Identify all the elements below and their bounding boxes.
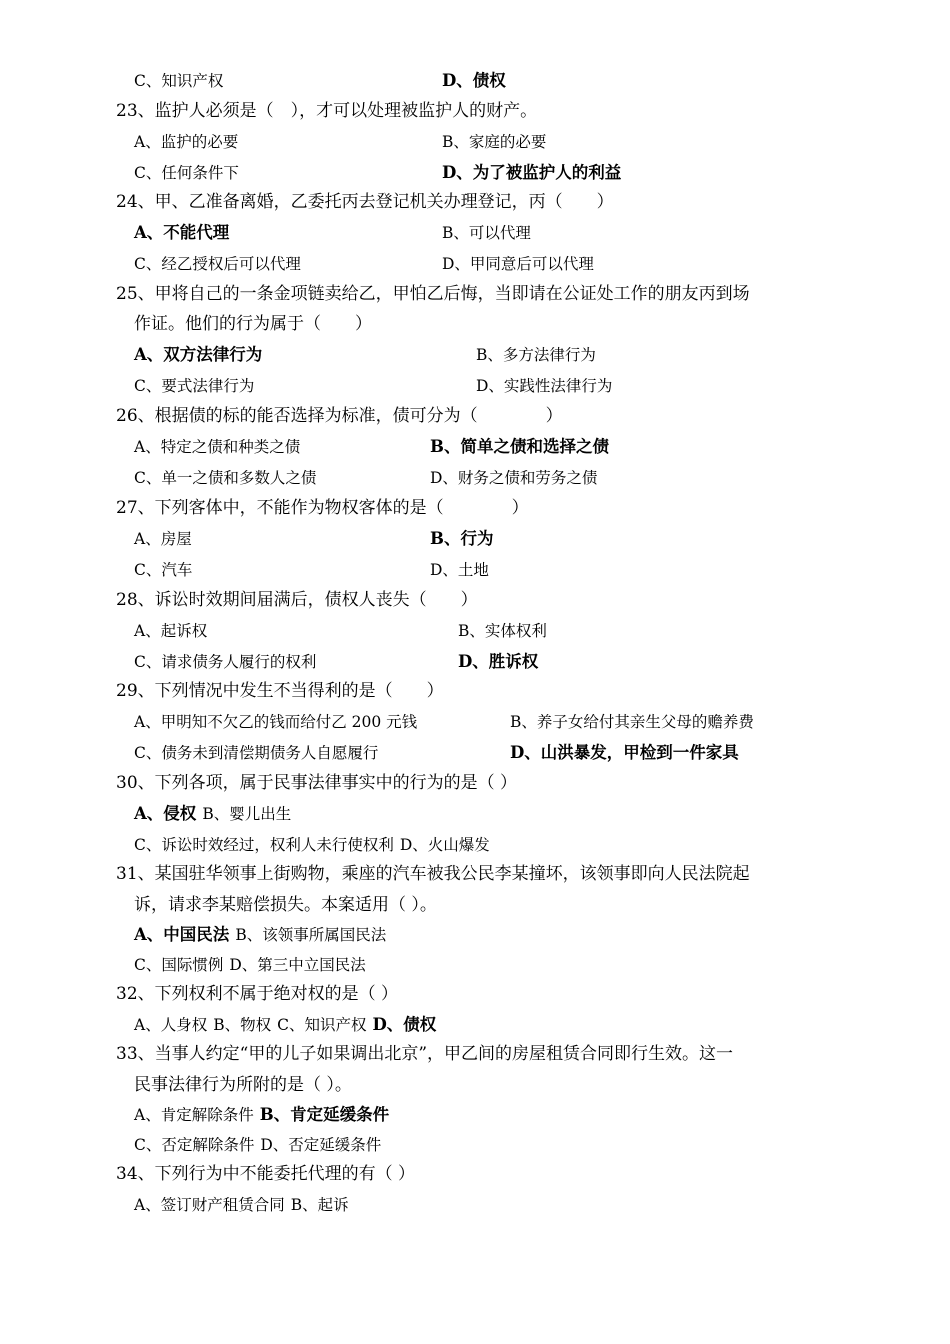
q29-option-b: B、养子女给付其亲生父母的赡养费	[510, 713, 754, 731]
q34-options-ab	[134, 1194, 349, 1216]
q27-option-c: C、汽车	[134, 561, 193, 579]
q25-stem-line1: 25、甲将自己的一条金项链卖给乙，甲怕乙后悔，当即请在公证处工作的朋友丙到场	[116, 284, 750, 304]
q30-stem: 30、下列各项，属于民事法律事实中的行为的是（ ）	[116, 773, 518, 793]
q24-option-a: A、不能代理	[134, 223, 230, 242]
q28-option-a: A、起诉权	[134, 622, 208, 640]
q31-options-ab	[134, 924, 386, 946]
q31-option-a: A、中国民法	[134, 925, 230, 944]
q29-option-c: C、债务未到清偿期债务人自愿履行	[134, 744, 379, 762]
q32-option-d: D、债权	[372, 1015, 437, 1034]
q23-option-c: C、任何条件下	[134, 164, 239, 182]
q29-stem: 29、下列情况中发生不当得利的是（ ）	[116, 681, 444, 701]
q32-stem: 32、下列权利不属于绝对权的是（ ）	[116, 984, 399, 1004]
q32-option-a: A、人身权	[134, 1016, 208, 1034]
q32-option-b: B、物权	[213, 1016, 272, 1034]
q24-stem: 24、甲、乙准备离婚，乙委托丙去登记机关办理登记，丙（ ）	[116, 192, 614, 212]
q30-options-cd	[134, 834, 490, 856]
q27-option-a: A、房屋	[134, 530, 192, 548]
q28-stem: 28、诉讼时效期间届满后，债权人丧失（ ）	[116, 590, 478, 610]
q24-option-d: D、甲同意后可以代理	[442, 255, 594, 273]
q26-option-c: C、单一之债和多数人之债	[134, 469, 317, 487]
q31-option-b: B、该领事所属国民法	[235, 926, 387, 944]
q27-option-d: D、土地	[430, 561, 489, 579]
q24-option-c: C、经乙授权后可以代理	[134, 255, 301, 273]
q31-option-c: C、国际惯例	[134, 956, 224, 974]
q28-option-b: B、实体权利	[458, 622, 547, 640]
q22-option-c: C、知识产权	[134, 72, 224, 90]
q30-option-c: C、诉讼时效经过，权利人未行使权利	[134, 836, 394, 854]
q33-options-ab	[134, 1104, 389, 1126]
q26-stem: 26、根据债的标的能否选择为标准，债可分为（ ）	[116, 406, 563, 426]
q31-options-cd	[134, 954, 366, 976]
q23-option-d: D、为了被监护人的利益	[442, 163, 622, 182]
q30-option-d: D、火山爆发	[399, 836, 490, 854]
q33-option-d: D、否定延缓条件	[260, 1136, 382, 1154]
q24-option-b: B、可以代理	[442, 224, 531, 242]
q33-options-cd	[134, 1134, 381, 1156]
q22-option-d: D、债权	[442, 71, 506, 90]
q28-option-d: D、胜诉权	[458, 652, 539, 671]
q33-stem-line1: 33、当事人约定“甲的儿子如果调出北京”，甲乙间的房屋租赁合同即行生效。这一	[116, 1044, 734, 1064]
q26-option-d: D、财务之债和劳务之债	[430, 469, 598, 487]
q31-stem-line2: 诉，请求李某赔偿损失。本案适用（ ）。	[134, 895, 437, 915]
q33-stem-line2: 民事法律行为所附的是（ ）。	[134, 1075, 352, 1095]
q29-option-d: D、山洪暴发，甲检到一件家具	[510, 743, 739, 762]
q33-option-b: B、肯定延缓条件	[259, 1105, 390, 1124]
q34-stem: 34、下列行为中不能委托代理的有（ ）	[116, 1164, 416, 1184]
q31-stem-line1: 31、某国驻华领事上街购物，乘座的汽车被我公民李某撞坏，该领事即向人民法院起	[116, 864, 750, 884]
q26-option-b: B、简单之债和选择之债	[430, 437, 609, 456]
q32-option-c: C、知识产权	[277, 1016, 367, 1034]
q25-option-b: B、多方法律行为	[476, 346, 596, 364]
q23-option-b: B、家庭的必要	[442, 133, 547, 151]
q26-option-a: A、特定之债和种类之债	[134, 438, 301, 456]
q30-option-b: B、婴儿出生	[202, 805, 292, 823]
q27-option-b: B、行为	[430, 529, 494, 548]
q28-option-c: C、请求债务人履行的权利	[134, 653, 317, 671]
q30-options-ab	[134, 803, 291, 825]
q23-stem: 23、监护人必须是（ ），才可以处理被监护人的财产。	[116, 101, 538, 121]
q25-option-c: C、要式法律行为	[134, 377, 255, 395]
q32-options	[134, 1014, 436, 1036]
q33-option-a: A、肯定解除条件	[134, 1106, 254, 1124]
q31-option-d: D、第三中立国民法	[229, 956, 366, 974]
q30-option-a: A、侵权	[134, 804, 197, 823]
q25-stem-line2: 作证。他们的行为属于（ ）	[134, 314, 372, 334]
q23-option-a: A、监护的必要	[134, 133, 239, 151]
q27-stem: 27、下列客体中，不能作为物权客体的是（ ）	[116, 498, 529, 518]
q25-option-d: D、实践性法律行为	[476, 377, 613, 395]
q34-option-a: A、签订财产租赁合同	[134, 1196, 285, 1214]
q29-option-a: A、甲明知不欠乙的钱而给付乙 200 元钱	[134, 713, 418, 731]
q34-option-b: B、起诉	[290, 1196, 349, 1214]
q33-option-c: C、否定解除条件	[134, 1136, 255, 1154]
q25-option-a: A、双方法律行为	[134, 345, 263, 364]
